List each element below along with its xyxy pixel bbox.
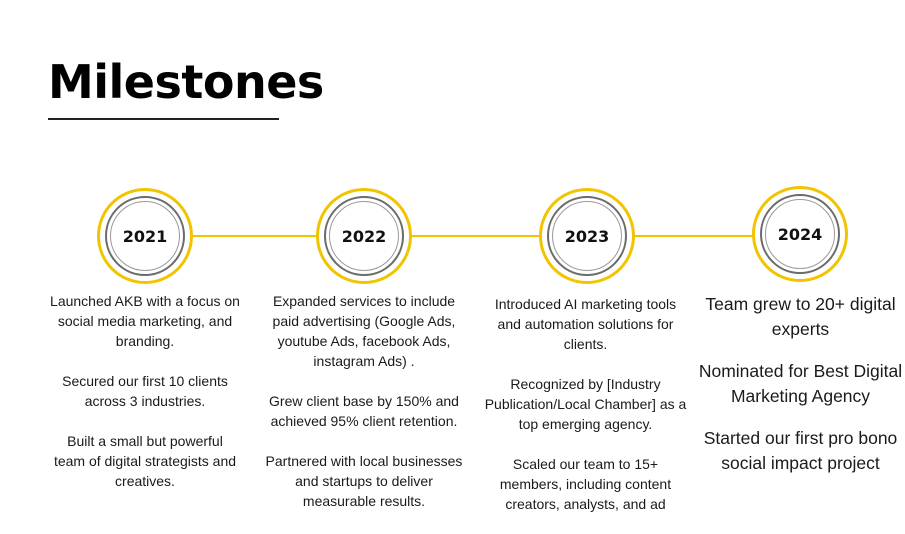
timeline-connector <box>634 235 754 237</box>
milestone-2024-badge <box>752 186 848 282</box>
milestone-year: 2022 <box>341 226 387 246</box>
milestone-item: Secured our first 10 clients across 3 industries. <box>62 373 228 409</box>
milestone-item: Introduced AI marketing tools and automation solutions for clients. <box>494 296 677 352</box>
milestone-item: Recognized by [Industry Publication/Local Chamber] as a top emerging agency. <box>484 376 687 432</box>
milestone-2021-description <box>50 291 240 511</box>
milestone-item: Expanded services to include paid advertising (Google Ads, youtube Ads, facebook Ads, instagram Ads) . <box>272 293 456 369</box>
milestone-2024-description <box>698 292 903 493</box>
milestone-year: 2024 <box>777 224 823 244</box>
title-underline <box>48 118 279 120</box>
milestone-2023-description <box>483 294 688 534</box>
milestone-item: Scaled our team to 15+ members, including content creators, analysts, and ad <box>499 456 672 512</box>
milestone-item: Built a small but powerful team of digital strategists and creatives. <box>53 433 237 489</box>
milestone-2023-badge <box>539 188 635 284</box>
milestone-2022-description <box>264 291 464 531</box>
milestone-item: Started our first pro bono social impact project <box>703 428 898 473</box>
milestone-year: 2023 <box>564 226 610 246</box>
page-title: Milestones <box>48 55 324 109</box>
milestone-item: Nominated for Best Digital Marketing Agency <box>698 361 903 406</box>
milestone-item: Partnered with local businesses and startups to deliver measurable results. <box>265 453 463 509</box>
timeline-connector <box>411 235 541 237</box>
milestone-item: Team grew to 20+ digital experts <box>705 294 896 339</box>
milestone-2022-badge <box>316 188 412 284</box>
milestone-item: Launched AKB with a focus on social media marketing, and branding. <box>50 293 240 349</box>
milestone-2021-badge <box>97 188 193 284</box>
timeline-connector <box>193 235 318 237</box>
milestone-year: 2021 <box>122 226 168 246</box>
milestone-item: Grew client base by 150% and achieved 95% client retention. <box>269 393 459 429</box>
